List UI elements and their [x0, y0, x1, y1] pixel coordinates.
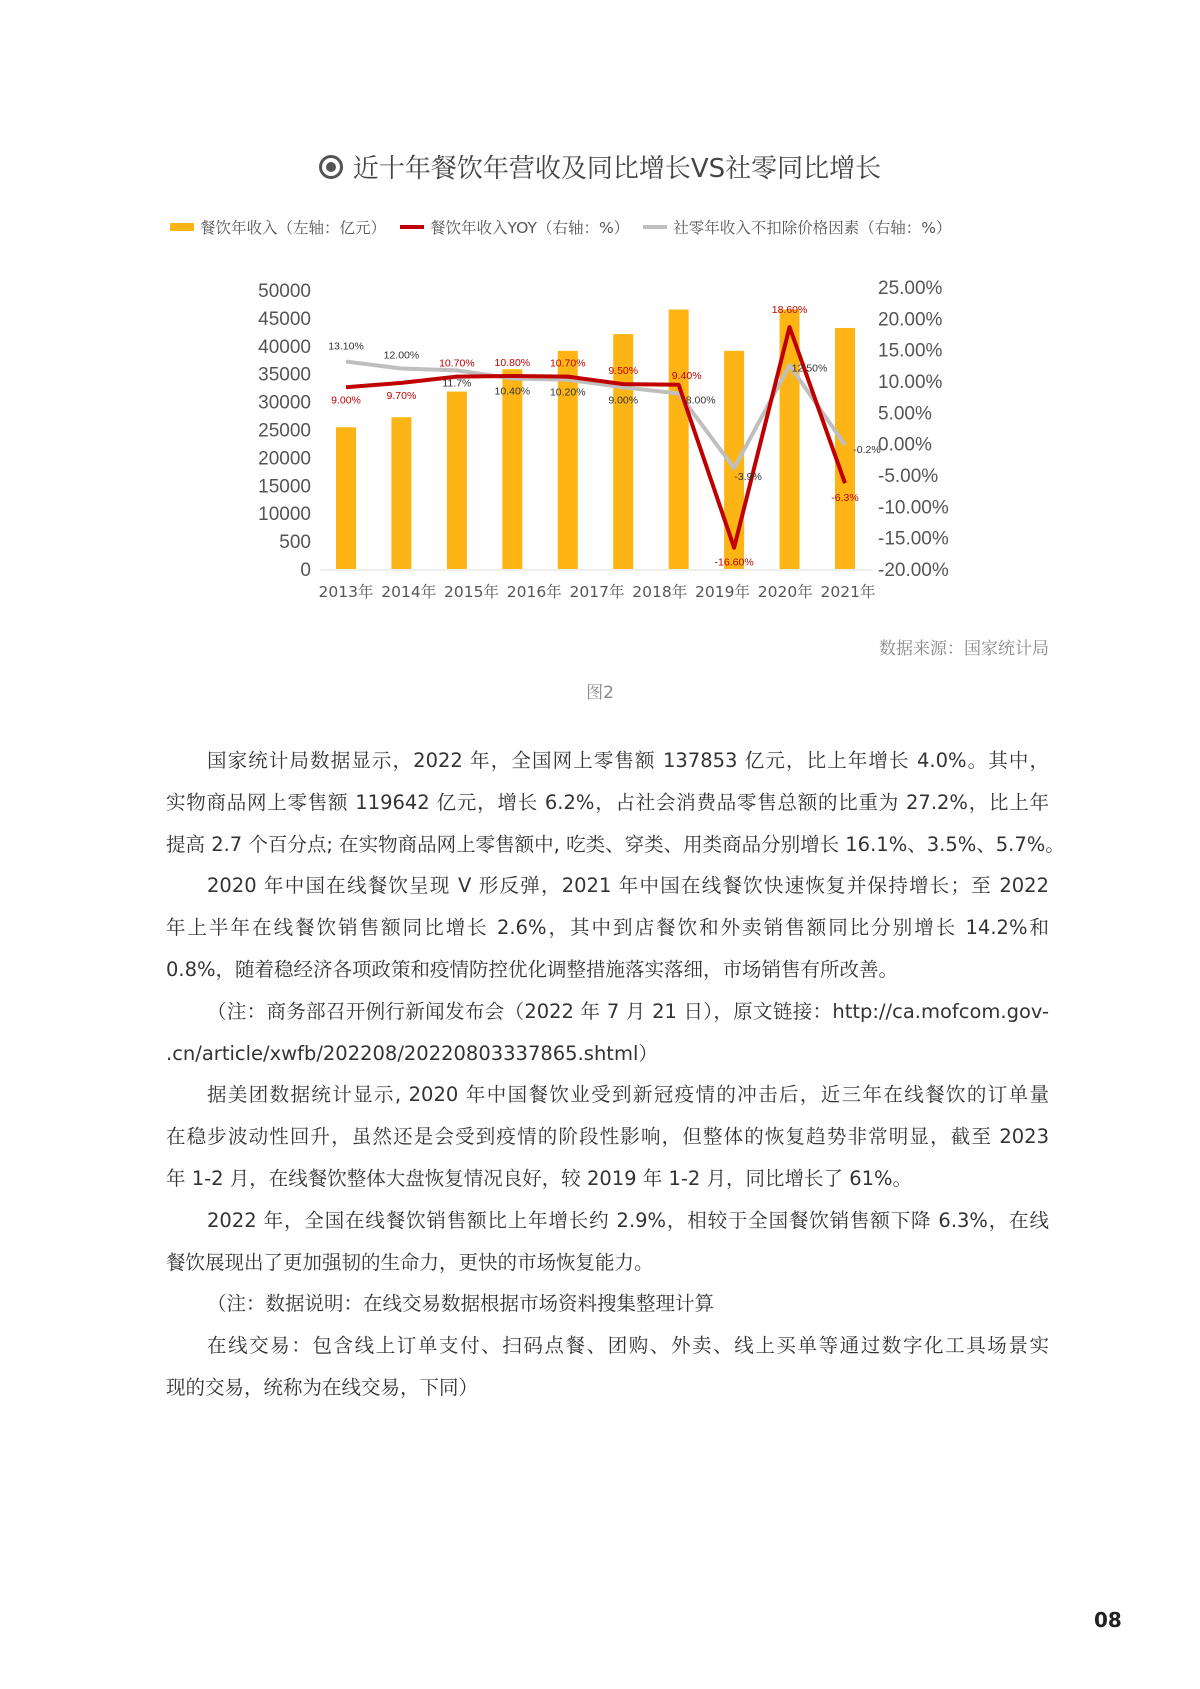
data-label-retail: 12.00%: [383, 349, 420, 362]
paragraph-line: 在线交易：包含线上订单支付、扫码点餐、团购、外卖、线上买单等通过数字化工具场景实: [207, 1334, 1049, 1358]
data-label-retail: 12.50%: [791, 362, 828, 375]
data-label-retail: 11.7%: [442, 377, 472, 390]
right-axis-tick: 20.00%: [878, 309, 943, 331]
paragraph-line: 提高 2.7 个百分点; 在实物商品网上零售额中, 吃类、穿类、用类商品分别增长 16.1%、3.5%、5.7%。: [166, 832, 1065, 856]
paragraph-line: 2020 年中国在线餐饮呈现 V 形反弹，2021 年中国在线餐饮快速恢复并保持增长；至 2022: [207, 874, 1049, 898]
left-axis-tick: 500: [279, 532, 311, 554]
paragraph-line: 年上半年在线餐饮销售额同比增长 2.6%，其中到店餐饮和外卖销售额同比分别增长 14.2%和: [166, 916, 1049, 940]
legend-item-revenue: 餐饮年收入（左轴：亿元）: [170, 216, 386, 238]
data-label-yoy: 18.60%: [771, 304, 808, 317]
legend-swatch-bar: [170, 223, 194, 231]
data-label-retail: -0.2%: [853, 443, 881, 456]
paragraph-line: 据美团数据统计显示, 2020 年中国餐饮业受到新冠疫情的冲击后，近三年在线餐饮的订单量: [207, 1083, 1049, 1107]
bar-revenue: [391, 417, 411, 569]
data-label-yoy: 9.50%: [608, 365, 639, 378]
left-axis-tick: 10000: [258, 504, 311, 526]
data-label-retail: 10.20%: [549, 386, 586, 399]
left-axis-tick: 30000: [258, 392, 311, 414]
left-axis-tick: 45000: [258, 308, 311, 330]
right-axis-tick: -10.00%: [878, 497, 949, 519]
line-retail: [346, 362, 845, 469]
left-axis-tick: 15000: [258, 476, 311, 498]
data-label-retail: 13.10%: [328, 340, 364, 353]
paragraph-line: 在稳步波动性回升，虽然还是会受到疫情的阶段性影响，但整体的恢复趋势非常明显，截至 2023: [166, 1125, 1049, 1149]
data-source: 数据来源：国家统计局: [879, 639, 1049, 659]
data-label-yoy: -16.60%: [714, 556, 754, 569]
bar-revenue: [558, 351, 578, 569]
combo-chart: [0, 260, 1200, 620]
data-label-yoy: 10.70%: [439, 357, 475, 370]
article-body: [166, 740, 1065, 1409]
chart-title: 近十年餐饮年营收及同比增长VS社零同比增长: [0, 148, 1200, 185]
x-axis-tick: 2016年: [506, 583, 562, 601]
right-axis-tick: -20.00%: [878, 560, 949, 581]
legend-item-yoy: 餐饮年收入YOY（右轴：%）: [400, 216, 629, 238]
data-label-yoy: 9.00%: [331, 394, 361, 407]
right-axis-tick: 15.00%: [878, 340, 943, 362]
paragraph-line: 实物商品网上零售额 119642 亿元，增长 6.2%，占社会消费品零售总额的比重为 27.2%，比上年: [166, 790, 1049, 814]
page-number: 08: [1094, 1608, 1122, 1632]
data-label-retail: 9.00%: [608, 394, 639, 407]
left-axis-tick: 40000: [258, 336, 311, 358]
bar-revenue: [336, 427, 356, 569]
paragraph-line: 餐饮展现出了更加强韧的生命力，更快的市场恢复能力。: [166, 1250, 654, 1274]
x-axis-tick: 2013年: [318, 583, 374, 601]
paragraph-line: 国家统计局数据显示，2022 年，全国网上零售额 137853 亿元，比上年增长 4.0%。其中，: [207, 749, 1049, 772]
right-axis-tick: 0.00%: [878, 434, 932, 456]
data-label-retail: 10.40%: [494, 385, 531, 398]
x-axis-tick: 2020年: [757, 583, 813, 601]
left-axis-tick: 50000: [258, 281, 311, 302]
left-axis-tick: 35000: [258, 364, 311, 386]
right-axis-tick: -15.00%: [878, 528, 949, 550]
right-axis-tick: 5.00%: [878, 403, 932, 425]
paragraph-line: .cn/article/xwfb/202208/20220803337865.shtml）: [166, 1041, 658, 1065]
left-axis-tick: 20000: [258, 448, 311, 470]
data-label-retail: -3.9%: [734, 471, 762, 484]
chart-legend: [170, 216, 1050, 238]
x-axis-tick: 2014年: [381, 583, 437, 601]
legend-item-retail: 社零年收入不扣除价格因素（右轴：%）: [643, 216, 951, 238]
right-axis-tick: -5.00%: [878, 466, 939, 487]
x-axis-tick: 2015年: [444, 583, 499, 601]
paragraph-line: （注：商务部召开例行新闻发布会（2022 年 7 月 21 日），原文链接：http://ca.mofcom.gov-: [207, 999, 1049, 1023]
bar-revenue: [447, 392, 467, 569]
bar-revenue: [669, 310, 689, 569]
bar-revenue: [502, 369, 522, 569]
data-label-yoy: 10.70%: [549, 357, 586, 370]
data-label-yoy: 9.40%: [671, 369, 702, 382]
target-bullet-icon: [319, 155, 343, 179]
figure-label: 图2: [586, 683, 614, 703]
right-axis-tick: 25.00%: [878, 278, 943, 299]
paragraph-line: （注：数据说明：在线交易数据根据市场资料搜集整理计算: [207, 1292, 715, 1316]
x-axis-tick: 2019年: [695, 583, 750, 601]
x-axis-tick: 2021年: [820, 583, 876, 601]
left-axis-tick: 25000: [258, 420, 311, 442]
data-label-yoy: 9.70%: [386, 389, 417, 402]
data-label-retail: 8.00%: [685, 394, 716, 407]
paragraph-line: 现的交易，统称为在线交易，下同）: [166, 1375, 479, 1399]
left-axis-tick: 0: [300, 560, 311, 581]
paragraph-line: 2022 年，全国在线餐饮销售额比上年增长约 2.9%，相较于全国餐饮销售额下降 6.3%，在线: [207, 1208, 1049, 1232]
legend-swatch-gray-line: [643, 225, 667, 229]
line-yoy: [346, 327, 845, 548]
data-label-yoy: 10.80%: [494, 356, 531, 369]
data-label-yoy: -6.3%: [831, 492, 859, 505]
legend-swatch-red-line: [400, 225, 424, 229]
paragraph-line: 0.8%，随着稳经济各项政策和疫情防控优化调整措施落实落细，市场销售有所改善。: [166, 957, 899, 981]
right-axis-tick: 10.00%: [878, 372, 943, 393]
x-axis-tick: 2018年: [632, 583, 688, 601]
bar-revenue: [835, 328, 855, 569]
x-axis-tick: 2017年: [569, 583, 625, 601]
paragraph-line: 年 1-2 月，在线餐饮整体大盘恢复情况良好，较 2019 年 1-2 月，同比增长了 61%。: [166, 1166, 913, 1190]
